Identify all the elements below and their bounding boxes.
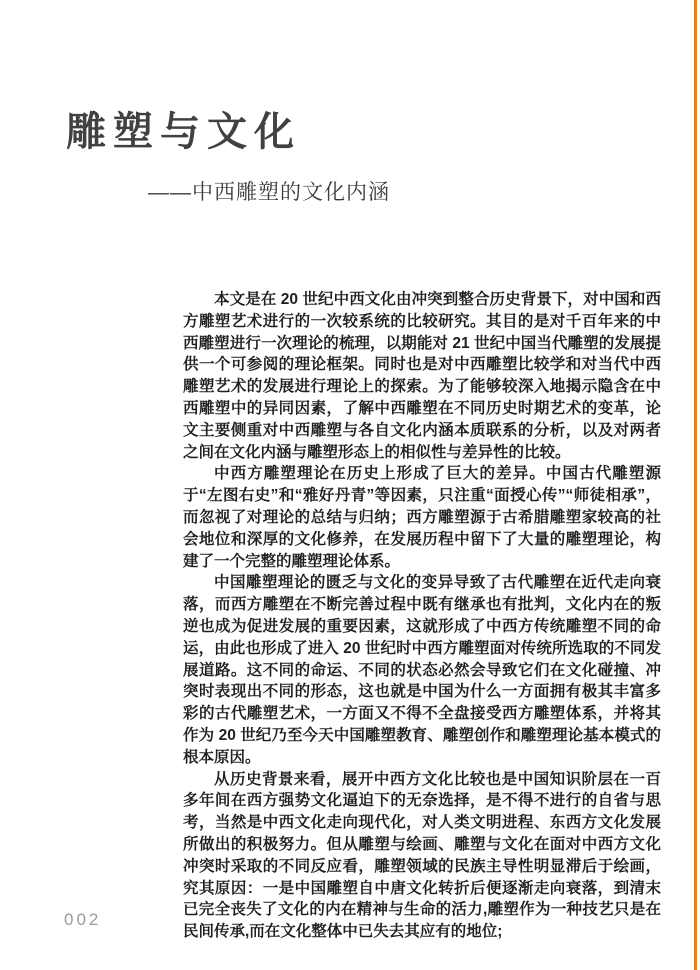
paragraph: 中国雕塑理论的匮乏与文化的变异导致了古代雕塑在近代走向衰落，而西方雕塑在不断完善过程中既有继承也有批判，文化内在的叛逆也成为促进发展的重要因素，这就形成了中西方传统雕塑不同的命运，由此也形成了进入 20 世纪时中西方雕塑面对传统所选取的不同发展道路。这不同的命运、不同的状态必然会导致它们在文化碰撞、冲突时表现出不同的形态，这也就是中国为什么一方面拥有极其丰富多彩的古代雕塑艺术，一方面又不得不全盘接受西方雕塑体系，并将其作为 20 世纪乃至今天中国雕塑教育、雕塑创作和雕塑理论基本模式的根本原因。 [183, 574, 661, 766]
paragraph: 中西方雕塑理论在历史上形成了巨大的差异。中国古代雕塑源于“左图右史”和“雅好丹青”等因素，只注重“面授心传”“师徒相承”，而忽视了对理论的总结与归纳；西方雕塑源于古希腊雕塑家较高的社会地位和深厚的文化修养，在发展历程中留下了大量的雕塑理论，构建了一个完整的雕塑理论体系。 [183, 465, 661, 570]
article-body [183, 289, 661, 943]
paragraph: 从历史背景来看，展开中西方文化比较也是中国知识阶层在一百多年间在西方强势文化逼迫下的无奈选择，是不得不进行的自省与思考，当然是中西文化走向现代化，对人类文明进程、东西方文化发展所做出的积极努力。但从雕塑与绘画、雕塑与文化在面对中西方文化冲突时采取的不同反应看，雕塑领域的民族主导性明显滞后于绘画，究其原因：一是中国雕塑自中唐文化转折后便逐渐走向衰落，到清末已完全丧失了文化的内在精神与生命的活力,雕塑作为一种技艺只是在民间传承,而在文化整体中已失去其应有的地位; [183, 770, 661, 941]
page-title: 雕塑与文化 [66, 109, 301, 154]
page-subtitle: ——中西雕塑的文化内涵 [148, 181, 390, 204]
page-edge-accent-line [694, 0, 697, 970]
paragraph: 本文是在 20 世纪中西文化由冲突到整合历史背景下，对中国和西方雕塑艺术进行的一次较系统的比较研究。其目的是对千百年来的中西雕塑进行一次理论的梳理，以期能对 21 世纪中国当代雕塑的发展提供一个可参阅的理论框架。同时也是对中西雕塑比较学和对当代中西雕塑艺术的发展进行理论上的探索。为了能够较深入地揭示隐含在中西雕塑中的异同因素，了解中西雕塑在不同历史时期艺术的变革，论文主要侧重对中西雕塑与各自文化内涵本质联系的分析，以及对两者之间在文化内涵与雕塑形态上的相似性与差异性的比较。 [183, 291, 661, 461]
page-number: 002 [64, 910, 102, 929]
